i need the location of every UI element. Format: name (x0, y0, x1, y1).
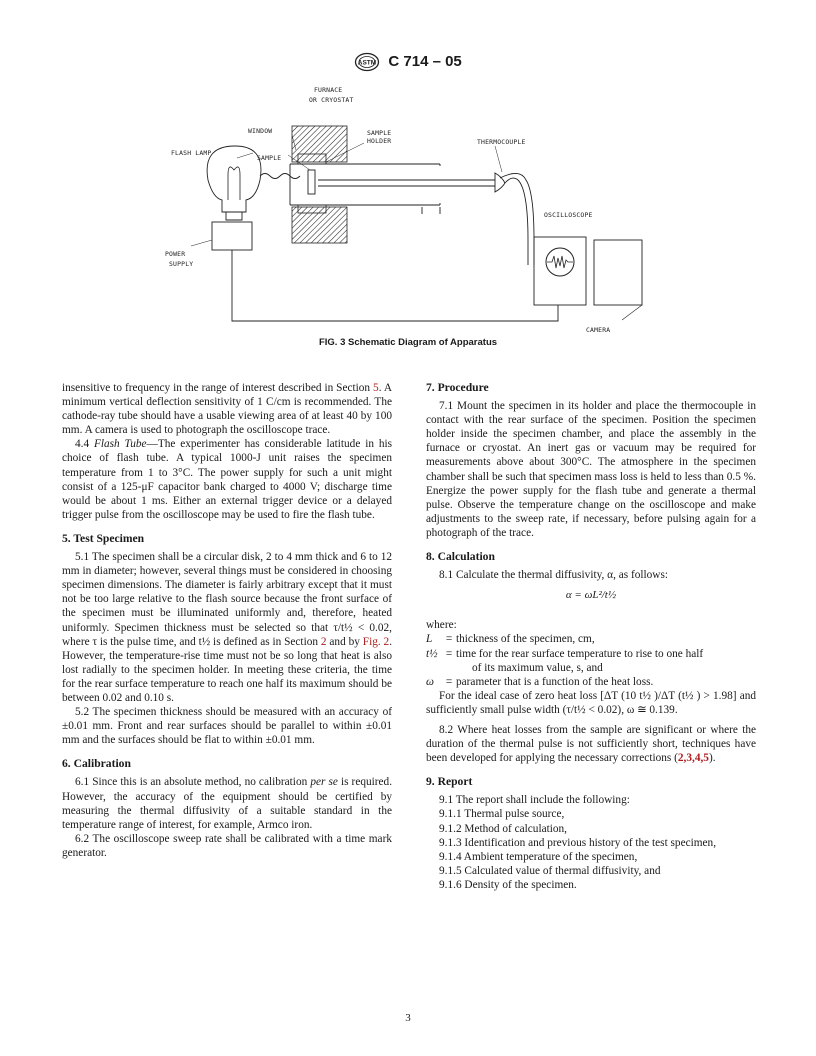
sample-specimen (308, 170, 315, 194)
paragraph-6-1: 6.1 Since this is an absolute method, no calibration per se is required. However, the accuracy of the equipment should be certified by measuring the thermal diffusivity of a suitable standard in the temperature range of interest, for example, Armco iron. (62, 776, 393, 831)
report-list (426, 793, 756, 892)
paragraph-8-1: 8.1 Calculate the thermal diffusivity, α, as follows: (439, 569, 668, 582)
apparatus-svg (140, 80, 700, 350)
label-sample-holder-1: SAMPLE (367, 129, 392, 137)
paragraph-4-4: 4.4 Flash Tube—The experimenter has considerable latitude in his choice of flash tube. A typical 1000-J unit raises the specimen temperature from 1 to 3°C. The power supply for such a unit might consist of a 125-μF capacitor bank charged to 4000 V; discharge time would be about 1 ms. Either an external trigger device or a delayed trigger pulse from the oscilloscope may be used to fire the flash tube. (62, 438, 392, 521)
label-thermocouple: THERMOCOUPLE (477, 138, 526, 146)
section-7-heading: 7. Procedure (426, 381, 489, 394)
section-5-heading: 5. Test Specimen (62, 531, 145, 545)
list-item: 9.1.1 Thermal pulse source, (439, 808, 565, 821)
paragraph-ideal-case: For the ideal case of zero heat loss [ΔT (10 t½ )/ΔT (t½ ) > 1.98] and sufficiently small pulse width (τ/t½ < 0.02), ω ≅ 0.139. (426, 689, 756, 716)
paragraph-6-2: 6.2 The oscilloscope sweep rate shall be calibrated with a time mark generator. (62, 832, 392, 859)
label-power-2: SUPPLY (169, 260, 194, 268)
definition-L: L = thickness of the specimen, cm, (426, 633, 595, 646)
section-6-heading: 6. Calibration (62, 757, 131, 771)
figure-caption: FIG. 3 Schematic Diagram of Apparatus (318, 337, 498, 348)
label-cryostat: OR CRYOSTAT (309, 96, 354, 104)
power-supply-box (212, 222, 252, 250)
paragraph-4-3-cont: insensitive to frequency in the range of interest described in Section 5. A minimum vertical deflection sensitivity of 1 C/cm is recommended. The cathode-ray tube should have a usable viewing area of at least 40 by 100 mm. A camera is used to photograph the oscilloscope trace. (62, 382, 392, 437)
light-wave (260, 174, 300, 179)
label-window: WINDOW (248, 127, 273, 135)
list-item: 9.1.3 Identification and previous history of the test specimen, (439, 836, 717, 849)
page-number: 3 (405, 1012, 411, 1024)
oscilloscope-box (534, 237, 586, 305)
list-item: 9.1.6 Density of the specimen. (439, 878, 577, 891)
camera-box (594, 240, 642, 305)
apparatus-diagram (140, 80, 700, 350)
document-id: C 714 – 05 (388, 52, 462, 70)
label-furnace: FURNACE (314, 86, 343, 94)
section-link[interactable]: 5 (373, 382, 379, 394)
label-sample-holder-2: HOLDER (367, 137, 392, 145)
label-oscilloscope: OSCILLOSCOPE (544, 211, 593, 219)
section-9-heading: 9. Report (426, 775, 473, 789)
diffusivity-equation: α = ωL²/t½ (565, 589, 617, 602)
right-column (426, 381, 756, 892)
paragraph-9-1: 9.1 The report shall include the following: (439, 794, 630, 807)
where-label: where: (426, 619, 457, 632)
furnace-bottom-block (292, 207, 347, 243)
definition-omega: ω = parameter that is a function of the heat loss. (426, 675, 654, 688)
label-power-1: POWER (165, 250, 186, 258)
list-item: 9.1.2 Method of calculation, (439, 822, 568, 835)
label-flash-lamp: FLASH LAMP (171, 149, 212, 157)
label-sample: SAMPLE (257, 154, 282, 162)
paragraph-8-2: 8.2 Where heat losses from the sample are significant or where the duration of the thermal pulse is not sufficiently short, techniques have been developed for applying the necessary corrections (2,3,4,5). (426, 723, 756, 765)
section-8-heading: 8. Calculation (426, 550, 495, 564)
furnace-top-block (292, 126, 347, 162)
label-camera: CAMERA (586, 326, 611, 334)
svg-text:ASTM: ASTM (358, 59, 377, 67)
list-item: 9.1.5 Calculated value of thermal diffusivity, and (439, 864, 661, 877)
definition-t-half: t½ = time for the rear surface temperature to rise to one half of its maximum value, s, and (426, 647, 704, 674)
paragraph-5-1: 5.1 The specimen shall be a circular disk, 2 to 4 mm thick and 6 to 12 mm in diameter; however, several things must be considered in choosing specimen dimensions. The diameter is fairly arbitrary except that it must not be too large relative to the flash source because the front surface of the specimen must be illuminated uniformly and, therefore, heated uniformly. Specimen thickness must be selected so that τ/t½ < 0.02, where τ is the pulse time, and t½ is defined as in Section 2 and by Fig. 2. However, the temperature-rise time must not be so long that heat is also lost radially to the specimen holder. In meeting these criteria, the time for the rear surface temperature to reach one half its maximum should be between 0.02 and 0.10 s. (62, 551, 393, 704)
page-header (0, 52, 816, 72)
paragraph-5-2: 5.2 The specimen thickness should be measured with an accuracy of ±0.01 mm. Front and rear surfaces should be parallel to within ±0.01 mm and the surfaces should be flat to within ±0.01 mm. (62, 706, 392, 747)
list-item: 9.1.4 Ambient temperature of the specimen, (439, 850, 638, 863)
references-link[interactable]: 2,3,4,5 (677, 752, 709, 765)
astm-logo-icon (354, 52, 380, 72)
paragraph-7-1: 7.1 Mount the specimen in its holder and place the thermocouple in contact with the rear surface of the specimen. Position the specimen holder inside the specimen chamber, and place the assembly in the furnace or cryostat. An inert gas or vacuum may be required for measurements above about 300°C. The atmosphere in the specimen chamber shall be such that specimen mass loss is held to less than 0.5 %. Energize the power supply for the flash tube and generate a thermal pulse. Observe the temperature change on the oscilloscope and make adjustments to the sweep rate, if necessary, before pulsing again for a photograph of the trace. (426, 400, 756, 539)
fig-2-link[interactable]: Fig. 2 (362, 635, 390, 648)
flash-lamp-bulb (207, 146, 261, 212)
left-column (62, 381, 392, 860)
thermocouple-rod (318, 180, 495, 186)
section-2-link[interactable]: 2 (320, 635, 327, 648)
